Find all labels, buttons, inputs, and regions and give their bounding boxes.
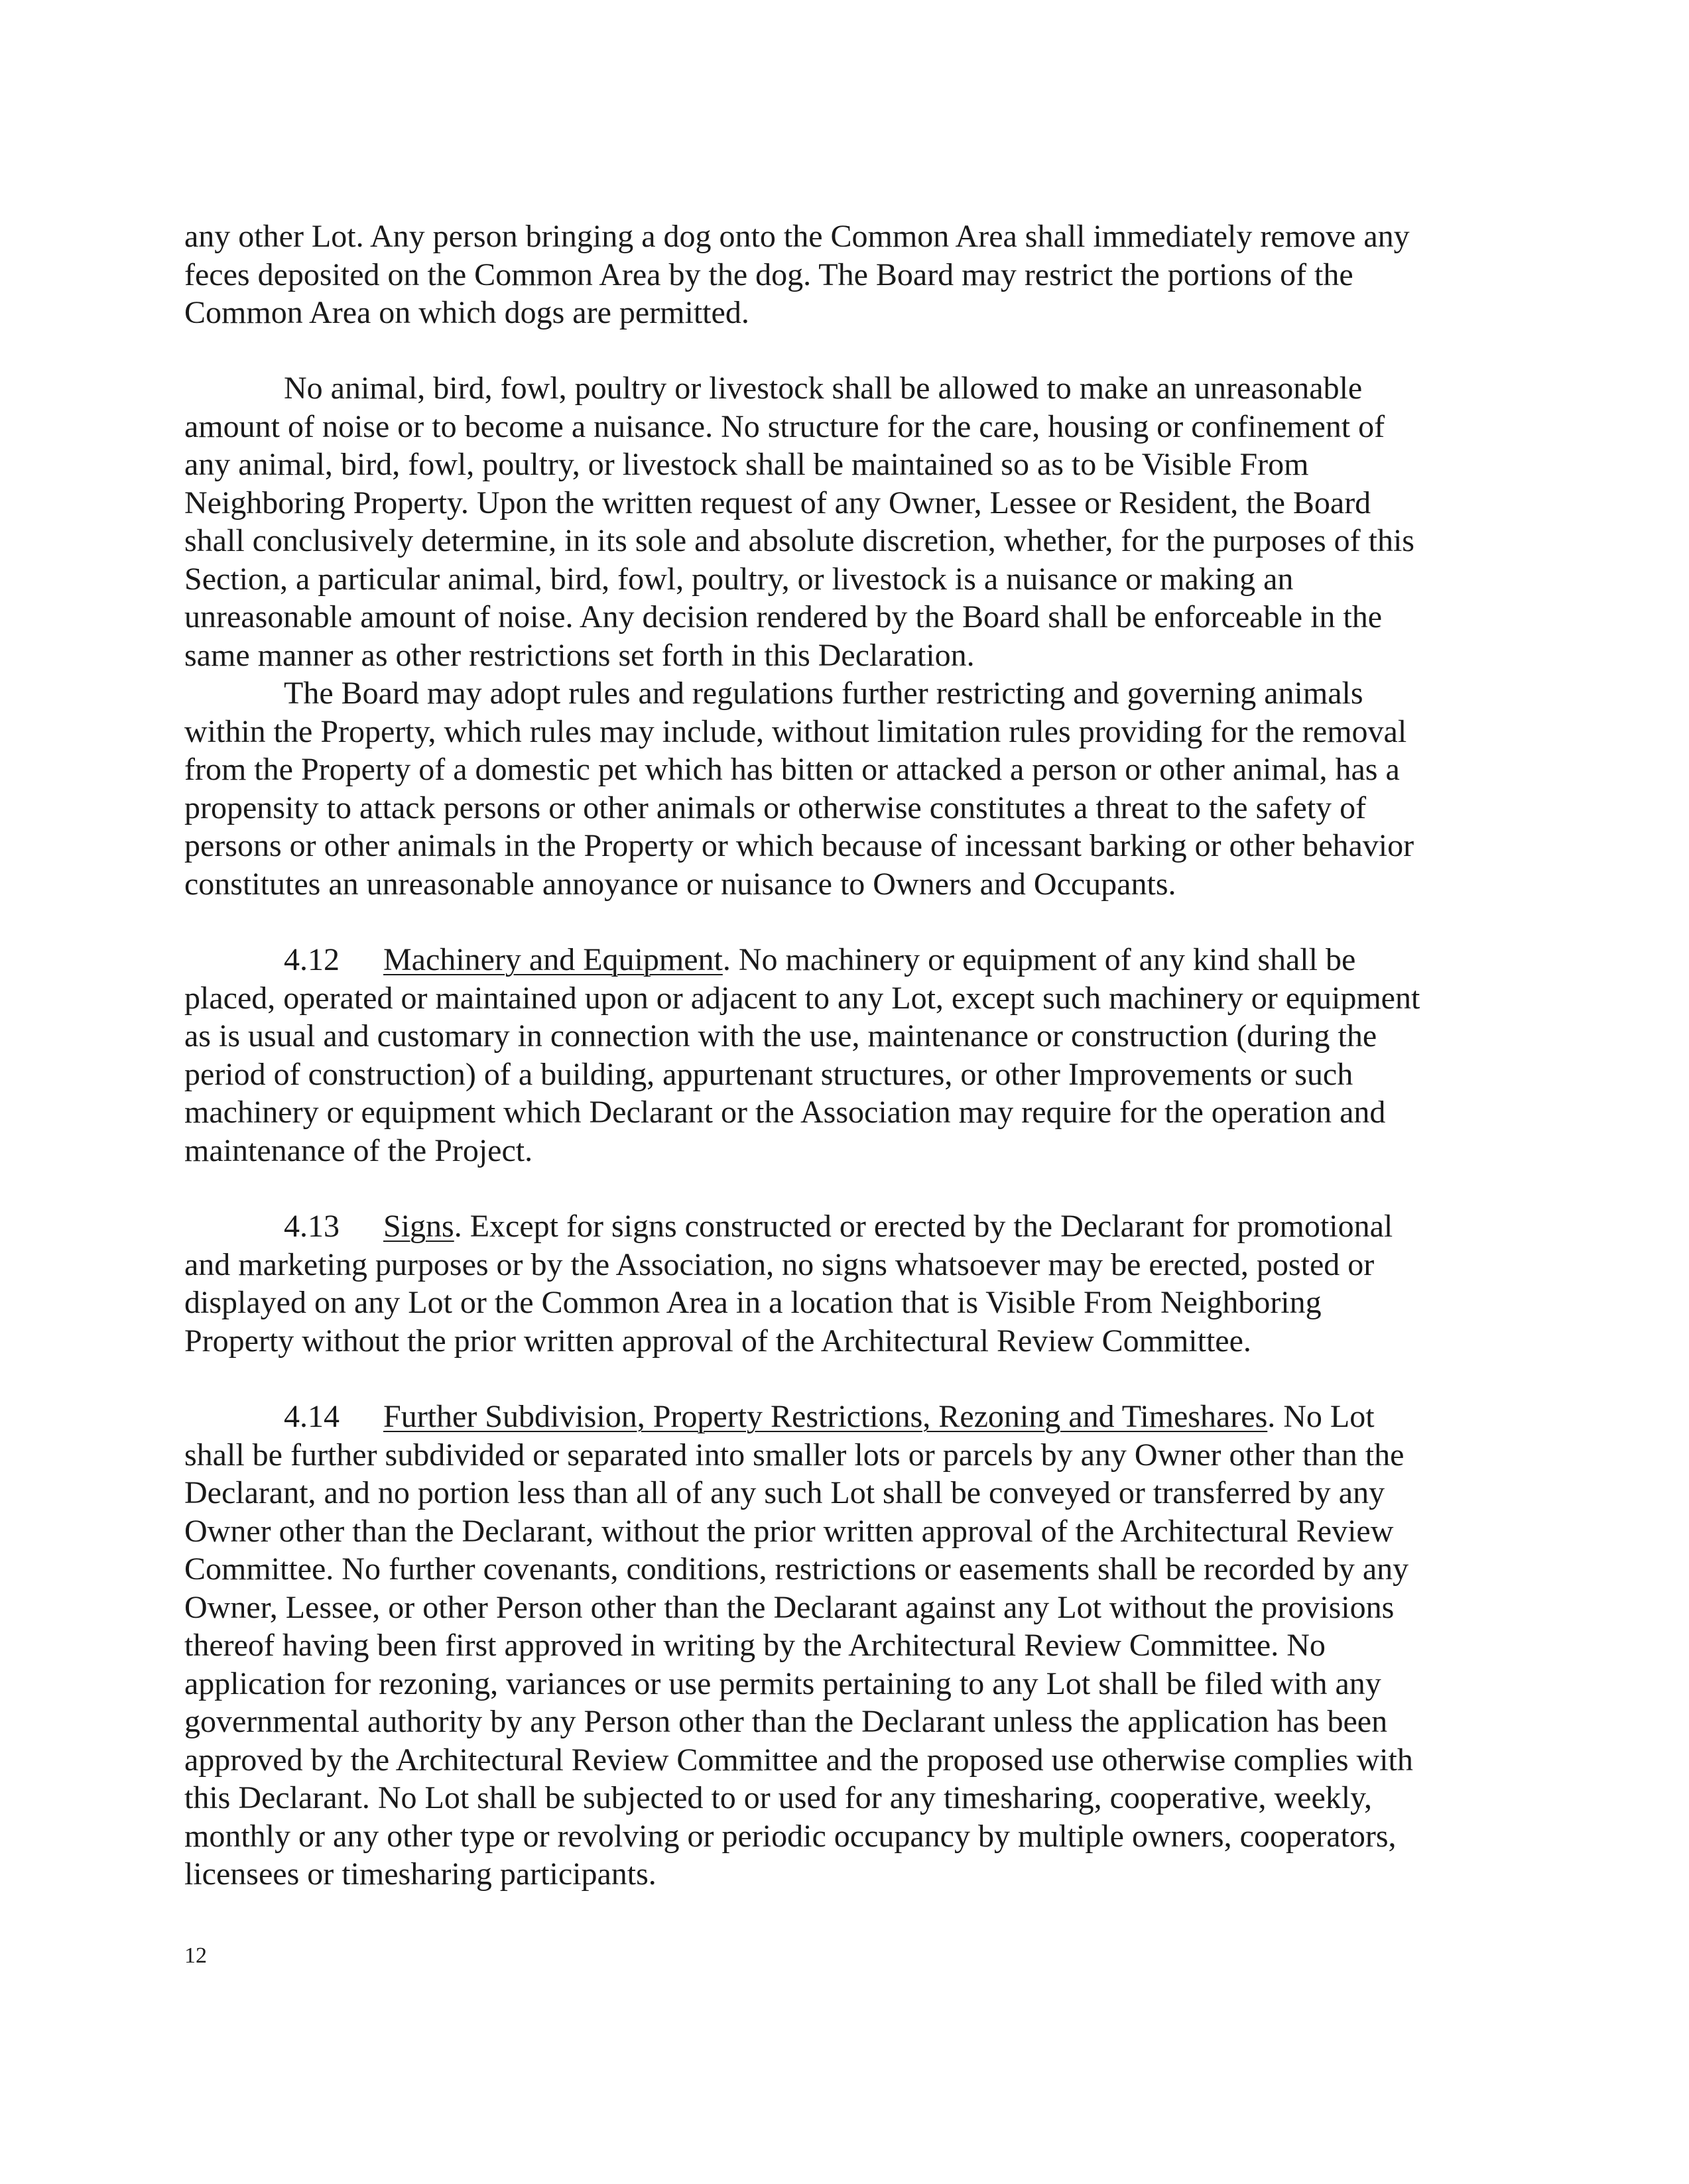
text-line: approved by the Architectural Review Committee and the proposed use otherwise complies with: [184, 1742, 1413, 1778]
section-first-line: [184, 1398, 1504, 1436]
section-heading: Machinery and Equipment: [383, 942, 723, 977]
text-line: placed, operated or maintained upon or adjacent to any Lot, except such machinery or equipment: [184, 980, 1420, 1016]
text-line: governmental authority by any Person other than the Declarant unless the application has been: [184, 1704, 1388, 1739]
section-first-line: [184, 1207, 1504, 1246]
text-line: same manner as other restrictions set forth in this Declaration.: [184, 637, 975, 673]
text-line: and marketing purposes or by the Association, no signs whatsoever may be erected, posted or: [184, 1246, 1375, 1282]
text-line: No animal, bird, fowl, poultry or livestock shall be allowed to make an unreasonable: [284, 371, 1363, 406]
section-first-line-text: . Except for signs constructed or erected by the Declarant for promotional: [454, 1209, 1393, 1244]
text-line: machinery or equipment which Declarant or the Association may require for the operation and: [184, 1095, 1386, 1130]
section-first-line-text: . No machinery or equipment of any kind shall be: [722, 942, 1356, 977]
section-number: 4.13: [284, 1209, 340, 1244]
text-line: persons or other animals in the Property or which because of incessant barking or other behavior: [184, 828, 1414, 863]
text-line: period of construction) of a building, appurtenant structures, or other Improvements or such: [184, 1056, 1353, 1092]
text-line: Declarant, and no portion less than all of any such Lot shall be conveyed or transferred by any: [184, 1475, 1385, 1510]
text-line: any animal, bird, fowl, poultry, or livestock shall be maintained so as to be Visible From: [184, 447, 1309, 482]
text-line: amount of noise or to become a nuisance. No structure for the care, housing or confinement of: [184, 408, 1385, 444]
section-first-line-text: . No Lot: [1267, 1399, 1375, 1434]
section-heading: Signs: [383, 1209, 454, 1244]
text-line: displayed on any Lot or the Common Area in a location that is Visible From Neighboring: [184, 1285, 1322, 1320]
section-4-13: [184, 1207, 1504, 1360]
text-line: this Declarant. No Lot shall be subjected to or used for any timesharing, cooperative, weekly,: [184, 1780, 1372, 1815]
text-line: maintenance of the Project.: [184, 1132, 533, 1168]
text-line: thereof having been first approved in writing by the Architectural Review Committee. No: [184, 1628, 1326, 1663]
text-line: monthly or any other type or revolving or periodic occupancy by multiple owners, cooperators,: [184, 1818, 1397, 1854]
text-line: Owner other than the Declarant, without the prior written approval of the Architectural Review: [184, 1513, 1394, 1549]
section-first-line: [184, 941, 1504, 979]
text-line: within the Property, which rules may include, without limitation rules providing for the removal: [184, 713, 1407, 749]
text-line: constitutes an unreasonable annoyance or nuisance to Owners and Occupants.: [184, 866, 1176, 902]
text-line: Property without the prior written approval of the Architectural Review Committee.: [184, 1323, 1251, 1359]
text-line: as is usual and customary in connection with the use, maintenance or construction (during the: [184, 1018, 1377, 1054]
section-4-12: [184, 941, 1504, 1170]
text-line: licensees or timesharing participants.: [184, 1856, 657, 1892]
text-line: application for rezoning, variances or use permits pertaining to any Lot shall be filed with any: [184, 1666, 1381, 1701]
text-line: from the Property of a domestic pet which has bitten or attacked a person or other animal, has a: [184, 752, 1400, 787]
page-number: 12: [184, 1943, 207, 1968]
text-line: feces deposited on the Common Area by the dog. The Board may restrict the portions of the: [184, 257, 1353, 292]
text-line: Section, a particular animal, bird, fowl, poultry, or livestock is a nuisance or making an: [184, 561, 1294, 597]
text-line: Common Area on which dogs are permitted.: [184, 295, 749, 330]
text-line: any other Lot. Any person bringing a dog onto the Common Area shall immediately remove any: [184, 219, 1410, 254]
text-line: Committee. No further covenants, conditions, restrictions or easements shall be recorded by any: [184, 1551, 1409, 1587]
animal-rules-paragraph: [184, 674, 1504, 903]
text-line: Neighboring Property. Upon the written request of any Owner, Lessee or Resident, the Board: [184, 485, 1371, 520]
section-number: 4.12: [284, 942, 340, 977]
animal-noise-paragraph: [184, 369, 1504, 674]
text-line: Owner, Lessee, or other Person other than the Declarant against any Lot without the provisions: [184, 1589, 1395, 1625]
continued-paragraph: [184, 217, 1504, 332]
section-heading: Further Subdivision, Property Restrictions, Rezoning and Timeshares: [383, 1399, 1268, 1434]
text-line: propensity to attack persons or other animals or otherwise constitutes a threat to the safety of: [184, 790, 1367, 825]
text-line: shall conclusively determine, in its sole and absolute discretion, whether, for the purposes of this: [184, 523, 1414, 558]
section-number: 4.14: [284, 1399, 340, 1434]
section-4-14: [184, 1398, 1504, 1894]
text-line: shall be further subdivided or separated into smaller lots or parcels by any Owner other than the: [184, 1437, 1405, 1473]
text-line: unreasonable amount of noise. Any decision rendered by the Board shall be enforceable in the: [184, 599, 1383, 635]
text-line: The Board may adopt rules and regulations further restricting and governing animals: [284, 676, 1363, 711]
